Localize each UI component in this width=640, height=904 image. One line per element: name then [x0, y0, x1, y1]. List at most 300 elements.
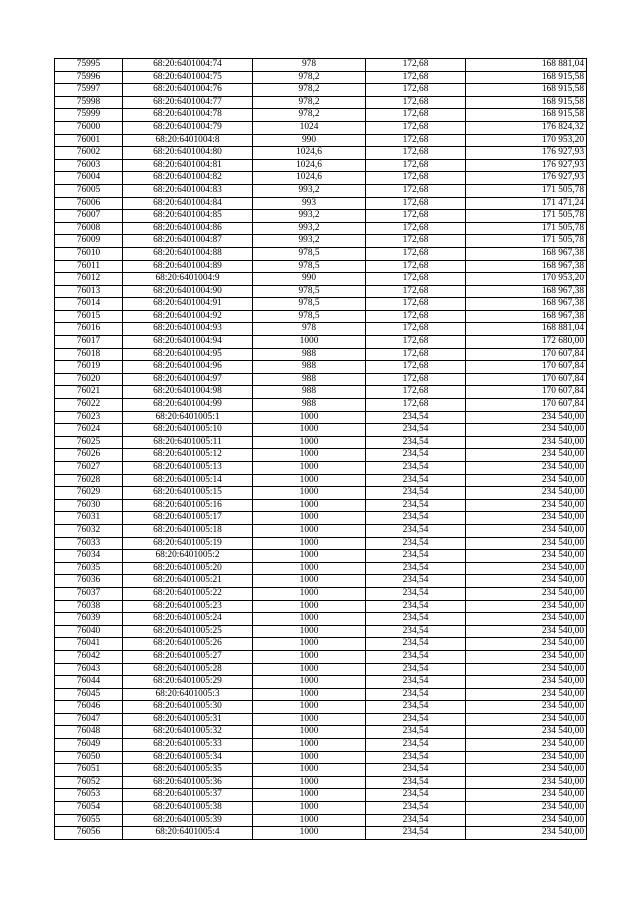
area-cell: 1000: [253, 462, 366, 475]
row-number-cell: 76052: [55, 776, 123, 789]
unit-value-cell: 172,68: [366, 247, 466, 260]
table-row: [55, 650, 587, 663]
row-number-cell: 75998: [55, 96, 123, 109]
table-row: [55, 537, 587, 550]
table-row: [55, 84, 587, 97]
table-row: [55, 587, 587, 600]
row-number-cell: 76035: [55, 562, 123, 575]
row-number-cell: 75995: [55, 59, 123, 72]
row-number-cell: 76040: [55, 625, 123, 638]
table-row: [55, 71, 587, 84]
table-row: [55, 147, 587, 160]
row-number-cell: 76005: [55, 184, 123, 197]
table-row: [55, 298, 587, 311]
cadastral-value-cell: 170 953,20: [466, 134, 587, 147]
area-cell: 1000: [253, 537, 366, 550]
area-cell: 978,2: [253, 84, 366, 97]
row-number-cell: 76006: [55, 197, 123, 210]
cadastral-number-cell: 68:20:6401005:1: [123, 411, 253, 424]
unit-value-cell: 234,54: [366, 625, 466, 638]
unit-value-cell: 234,54: [366, 474, 466, 487]
cadastral-number-cell: 68:20:6401005:24: [123, 613, 253, 626]
row-number-cell: 76008: [55, 222, 123, 235]
unit-value-cell: 234,54: [366, 650, 466, 663]
cadastral-value-cell: 234 540,00: [466, 449, 587, 462]
row-number-cell: 76025: [55, 436, 123, 449]
cadastral-value-cell: 234 540,00: [466, 814, 587, 827]
table-row: [55, 550, 587, 563]
row-number-cell: 76034: [55, 550, 123, 563]
row-number-cell: 76022: [55, 399, 123, 412]
unit-value-cell: 172,68: [366, 399, 466, 412]
area-cell: 1024,6: [253, 159, 366, 172]
cadastral-number-cell: 68:20:6401004:74: [123, 59, 253, 72]
cadastral-value-cell: 234 540,00: [466, 713, 587, 726]
cadastral-number-cell: 68:20:6401005:33: [123, 739, 253, 752]
cadastral-number-cell: 68:20:6401005:23: [123, 600, 253, 613]
unit-value-cell: 172,68: [366, 273, 466, 286]
area-cell: 1000: [253, 613, 366, 626]
cadastral-value-cell: 234 540,00: [466, 613, 587, 626]
unit-value-cell: 234,54: [366, 688, 466, 701]
cadastral-number-cell: 68:20:6401004:80: [123, 147, 253, 160]
table-row: [55, 638, 587, 651]
table-row: [55, 512, 587, 525]
table-row: [55, 676, 587, 689]
unit-value-cell: 234,54: [366, 411, 466, 424]
cadastral-number-cell: 68:20:6401004:92: [123, 310, 253, 323]
row-number-cell: 76004: [55, 172, 123, 185]
cadastral-value-cell: 168 967,38: [466, 260, 587, 273]
row-number-cell: 76001: [55, 134, 123, 147]
table-row: [55, 663, 587, 676]
cadastral-number-cell: 68:20:6401004:83: [123, 184, 253, 197]
table-row: [55, 134, 587, 147]
area-cell: 1024,6: [253, 147, 366, 160]
cadastral-number-cell: 68:20:6401004:9: [123, 273, 253, 286]
table-row: [55, 197, 587, 210]
table-row: [55, 260, 587, 273]
cadastral-value-cell: 168 967,38: [466, 285, 587, 298]
row-number-cell: 76042: [55, 650, 123, 663]
area-cell: 978,5: [253, 260, 366, 273]
area-cell: 993,2: [253, 222, 366, 235]
row-number-cell: 76053: [55, 789, 123, 802]
area-cell: 1000: [253, 701, 366, 714]
table-row: [55, 827, 587, 840]
row-number-cell: 76026: [55, 449, 123, 462]
unit-value-cell: 234,54: [366, 789, 466, 802]
table-row: [55, 273, 587, 286]
area-cell: 1000: [253, 424, 366, 437]
cadastral-value-cell: 171 505,78: [466, 235, 587, 248]
unit-value-cell: 234,54: [366, 550, 466, 563]
area-cell: 988: [253, 361, 366, 374]
unit-value-cell: 172,68: [366, 310, 466, 323]
area-cell: 990: [253, 134, 366, 147]
row-number-cell: 75996: [55, 71, 123, 84]
cadastral-number-cell: 68:20:6401004:79: [123, 121, 253, 134]
row-number-cell: 76038: [55, 600, 123, 613]
area-cell: 1000: [253, 524, 366, 537]
cadastral-value-table: [54, 58, 587, 840]
cadastral-number-cell: 68:20:6401004:77: [123, 96, 253, 109]
table-row: [55, 751, 587, 764]
cadastral-value-cell: 170 607,84: [466, 399, 587, 412]
unit-value-cell: 234,54: [366, 487, 466, 500]
cadastral-value-cell: 234 540,00: [466, 751, 587, 764]
row-number-cell: 76017: [55, 336, 123, 349]
area-cell: 1000: [253, 713, 366, 726]
cadastral-value-cell: 170 607,84: [466, 373, 587, 386]
unit-value-cell: 234,54: [366, 613, 466, 626]
row-number-cell: 76023: [55, 411, 123, 424]
area-cell: 1000: [253, 336, 366, 349]
table-row: [55, 600, 587, 613]
unit-value-cell: 234,54: [366, 512, 466, 525]
row-number-cell: 76011: [55, 260, 123, 273]
row-number-cell: 76041: [55, 638, 123, 651]
table-row: [55, 776, 587, 789]
area-cell: 978,2: [253, 71, 366, 84]
area-cell: 1000: [253, 487, 366, 500]
row-number-cell: 76043: [55, 663, 123, 676]
cadastral-number-cell: 68:20:6401004:8: [123, 134, 253, 147]
cadastral-value-cell: 234 540,00: [466, 512, 587, 525]
cadastral-value-cell: 176 927,93: [466, 172, 587, 185]
unit-value-cell: 234,54: [366, 600, 466, 613]
cadastral-number-cell: 68:20:6401005:21: [123, 575, 253, 588]
unit-value-cell: 172,68: [366, 134, 466, 147]
cadastral-number-cell: 68:20:6401005:19: [123, 537, 253, 550]
row-number-cell: 76031: [55, 512, 123, 525]
cadastral-value-cell: 234 540,00: [466, 537, 587, 550]
row-number-cell: 76048: [55, 726, 123, 739]
row-number-cell: 76024: [55, 424, 123, 437]
row-number-cell: 76027: [55, 462, 123, 475]
table-row: [55, 348, 587, 361]
table-row: [55, 310, 587, 323]
row-number-cell: 76012: [55, 273, 123, 286]
cadastral-number-cell: 68:20:6401005:15: [123, 487, 253, 500]
cadastral-value-cell: 168 915,58: [466, 71, 587, 84]
area-cell: 990: [253, 273, 366, 286]
table-row: [55, 172, 587, 185]
row-number-cell: 76033: [55, 537, 123, 550]
unit-value-cell: 234,54: [366, 424, 466, 437]
table-row: [55, 701, 587, 714]
area-cell: 1000: [253, 436, 366, 449]
cadastral-number-cell: 68:20:6401005:10: [123, 424, 253, 437]
row-number-cell: 76000: [55, 121, 123, 134]
table-row: [55, 789, 587, 802]
table-row: [55, 575, 587, 588]
cadastral-value-cell: 176 824,32: [466, 121, 587, 134]
unit-value-cell: 234,54: [366, 701, 466, 714]
table-row: [55, 449, 587, 462]
cadastral-number-cell: 68:20:6401005:25: [123, 625, 253, 638]
cadastral-number-cell: 68:20:6401005:2: [123, 550, 253, 563]
unit-value-cell: 172,68: [366, 184, 466, 197]
cadastral-value-cell: 168 881,04: [466, 59, 587, 72]
cadastral-value-cell: 234 540,00: [466, 638, 587, 651]
cadastral-value-cell: 171 505,78: [466, 184, 587, 197]
cadastral-number-cell: 68:20:6401005:27: [123, 650, 253, 663]
row-number-cell: 76029: [55, 487, 123, 500]
cadastral-number-cell: 68:20:6401004:78: [123, 109, 253, 122]
unit-value-cell: 172,68: [366, 386, 466, 399]
unit-value-cell: 172,68: [366, 71, 466, 84]
row-number-cell: 76032: [55, 524, 123, 537]
unit-value-cell: 172,68: [366, 121, 466, 134]
table-row: [55, 386, 587, 399]
row-number-cell: 76054: [55, 802, 123, 815]
unit-value-cell: 234,54: [366, 776, 466, 789]
cadastral-number-cell: 68:20:6401005:17: [123, 512, 253, 525]
unit-value-cell: 234,54: [366, 638, 466, 651]
cadastral-value-cell: 171 505,78: [466, 210, 587, 223]
table-row: [55, 235, 587, 248]
unit-value-cell: 234,54: [366, 676, 466, 689]
table-row: [55, 59, 587, 72]
cadastral-number-cell: 68:20:6401005:20: [123, 562, 253, 575]
cadastral-value-cell: 234 540,00: [466, 688, 587, 701]
area-cell: 1000: [253, 575, 366, 588]
unit-value-cell: 172,68: [366, 96, 466, 109]
table-row: [55, 436, 587, 449]
cadastral-value-cell: 168 881,04: [466, 323, 587, 336]
cadastral-value-cell: 170 607,84: [466, 361, 587, 374]
cadastral-value-cell: 168 967,38: [466, 247, 587, 260]
cadastral-value-cell: 234 540,00: [466, 436, 587, 449]
cadastral-value-cell: 234 540,00: [466, 587, 587, 600]
unit-value-cell: 234,54: [366, 663, 466, 676]
table-row: [55, 688, 587, 701]
unit-value-cell: 172,68: [366, 147, 466, 160]
unit-value-cell: 172,68: [366, 323, 466, 336]
unit-value-cell: 172,68: [366, 373, 466, 386]
table-row: [55, 222, 587, 235]
area-cell: 988: [253, 348, 366, 361]
area-cell: 993,2: [253, 235, 366, 248]
cadastral-number-cell: 68:20:6401004:91: [123, 298, 253, 311]
row-number-cell: 76045: [55, 688, 123, 701]
area-cell: 1000: [253, 663, 366, 676]
table-row: [55, 562, 587, 575]
row-number-cell: 76019: [55, 361, 123, 374]
cadastral-number-cell: 68:20:6401005:39: [123, 814, 253, 827]
cadastral-number-cell: 68:20:6401005:13: [123, 462, 253, 475]
row-number-cell: 76030: [55, 499, 123, 512]
cadastral-value-cell: 234 540,00: [466, 575, 587, 588]
unit-value-cell: 234,54: [366, 764, 466, 777]
area-cell: 978: [253, 323, 366, 336]
row-number-cell: 76049: [55, 739, 123, 752]
cadastral-number-cell: 68:20:6401004:99: [123, 399, 253, 412]
unit-value-cell: 172,68: [366, 348, 466, 361]
cadastral-number-cell: 68:20:6401004:88: [123, 247, 253, 260]
area-cell: 1000: [253, 411, 366, 424]
table-row: [55, 109, 587, 122]
row-number-cell: 76018: [55, 348, 123, 361]
cadastral-number-cell: 68:20:6401005:30: [123, 701, 253, 714]
table-row: [55, 361, 587, 374]
cadastral-value-cell: 170 607,84: [466, 348, 587, 361]
unit-value-cell: 172,68: [366, 361, 466, 374]
cadastral-number-cell: 68:20:6401004:75: [123, 71, 253, 84]
cadastral-value-cell: 234 540,00: [466, 625, 587, 638]
table-row: [55, 184, 587, 197]
table-row: [55, 625, 587, 638]
cadastral-value-cell: 176 927,93: [466, 147, 587, 160]
row-number-cell: 76007: [55, 210, 123, 223]
area-cell: 993,2: [253, 210, 366, 223]
table-row: [55, 424, 587, 437]
cadastral-value-cell: 234 540,00: [466, 499, 587, 512]
cadastral-value-cell: 234 540,00: [466, 462, 587, 475]
cadastral-value-cell: 234 540,00: [466, 600, 587, 613]
cadastral-value-cell: 234 540,00: [466, 411, 587, 424]
cadastral-value-cell: 234 540,00: [466, 562, 587, 575]
area-cell: 1024,6: [253, 172, 366, 185]
cadastral-value-cell: 234 540,00: [466, 701, 587, 714]
table-row: [55, 336, 587, 349]
row-number-cell: 76009: [55, 235, 123, 248]
cadastral-value-cell: 168 915,58: [466, 84, 587, 97]
area-cell: 978,2: [253, 96, 366, 109]
cadastral-number-cell: 68:20:6401005:11: [123, 436, 253, 449]
row-number-cell: 76003: [55, 159, 123, 172]
area-cell: 978: [253, 59, 366, 72]
cadastral-number-cell: 68:20:6401004:81: [123, 159, 253, 172]
area-cell: 1000: [253, 739, 366, 752]
row-number-cell: 76055: [55, 814, 123, 827]
table-row: [55, 373, 587, 386]
table-row: [55, 613, 587, 626]
area-cell: 1000: [253, 802, 366, 815]
area-cell: 978,5: [253, 310, 366, 323]
unit-value-cell: 234,54: [366, 713, 466, 726]
unit-value-cell: 234,54: [366, 462, 466, 475]
cadastral-value-cell: 168 915,58: [466, 96, 587, 109]
unit-value-cell: 234,54: [366, 575, 466, 588]
area-cell: 1000: [253, 600, 366, 613]
area-cell: 978,5: [253, 298, 366, 311]
cadastral-number-cell: 68:20:6401005:3: [123, 688, 253, 701]
table-row: [55, 159, 587, 172]
cadastral-value-cell: 172 680,00: [466, 336, 587, 349]
unit-value-cell: 234,54: [366, 751, 466, 764]
unit-value-cell: 234,54: [366, 587, 466, 600]
row-number-cell: 76039: [55, 613, 123, 626]
cadastral-number-cell: 68:20:6401005:16: [123, 499, 253, 512]
unit-value-cell: 234,54: [366, 499, 466, 512]
cadastral-value-cell: 234 540,00: [466, 726, 587, 739]
cadastral-number-cell: 68:20:6401004:96: [123, 361, 253, 374]
cadastral-number-cell: 68:20:6401005:38: [123, 802, 253, 815]
row-number-cell: 76014: [55, 298, 123, 311]
cadastral-value-cell: 234 540,00: [466, 676, 587, 689]
cadastral-value-cell: 176 927,93: [466, 159, 587, 172]
unit-value-cell: 172,68: [366, 159, 466, 172]
cadastral-value-cell: 234 540,00: [466, 474, 587, 487]
cadastral-number-cell: 68:20:6401005:36: [123, 776, 253, 789]
cadastral-number-cell: 68:20:6401004:82: [123, 172, 253, 185]
cadastral-value-cell: 168 967,38: [466, 298, 587, 311]
unit-value-cell: 234,54: [366, 436, 466, 449]
area-cell: 1000: [253, 789, 366, 802]
unit-value-cell: 172,68: [366, 285, 466, 298]
table-row: [55, 764, 587, 777]
table-row: [55, 399, 587, 412]
area-cell: 1000: [253, 499, 366, 512]
table-row: [55, 487, 587, 500]
unit-value-cell: 234,54: [366, 726, 466, 739]
cadastral-number-cell: 68:20:6401004:85: [123, 210, 253, 223]
row-number-cell: 75997: [55, 84, 123, 97]
unit-value-cell: 234,54: [366, 814, 466, 827]
unit-value-cell: 172,68: [366, 59, 466, 72]
cadastral-value-cell: 168 967,38: [466, 310, 587, 323]
unit-value-cell: 234,54: [366, 537, 466, 550]
cadastral-value-cell: 234 540,00: [466, 663, 587, 676]
cadastral-number-cell: 68:20:6401004:93: [123, 323, 253, 336]
row-number-cell: 76020: [55, 373, 123, 386]
table-row: [55, 96, 587, 109]
cadastral-value-cell: 168 915,58: [466, 109, 587, 122]
row-number-cell: 76013: [55, 285, 123, 298]
table-row: [55, 474, 587, 487]
cadastral-number-cell: 68:20:6401005:4: [123, 827, 253, 840]
cadastral-value-cell: 234 540,00: [466, 424, 587, 437]
cadastral-value-cell: 171 471,24: [466, 197, 587, 210]
area-cell: 978,5: [253, 247, 366, 260]
cadastral-value-cell: 234 540,00: [466, 487, 587, 500]
row-number-cell: 76010: [55, 247, 123, 260]
area-cell: 1000: [253, 638, 366, 651]
row-number-cell: 76051: [55, 764, 123, 777]
area-cell: 993,2: [253, 184, 366, 197]
cadastral-number-cell: 68:20:6401005:37: [123, 789, 253, 802]
area-cell: 1000: [253, 474, 366, 487]
cadastral-number-cell: 68:20:6401005:34: [123, 751, 253, 764]
cadastral-number-cell: 68:20:6401004:87: [123, 235, 253, 248]
cadastral-number-cell: 68:20:6401004:89: [123, 260, 253, 273]
cadastral-number-cell: 68:20:6401005:28: [123, 663, 253, 676]
row-number-cell: 76056: [55, 827, 123, 840]
area-cell: 1000: [253, 512, 366, 525]
row-number-cell: 76046: [55, 701, 123, 714]
cadastral-number-cell: 68:20:6401004:98: [123, 386, 253, 399]
unit-value-cell: 172,68: [366, 210, 466, 223]
cadastral-value-cell: 234 540,00: [466, 802, 587, 815]
table-row: [55, 285, 587, 298]
cadastral-value-cell: 234 540,00: [466, 524, 587, 537]
cadastral-number-cell: 68:20:6401004:84: [123, 197, 253, 210]
table-row: [55, 462, 587, 475]
cadastral-value-cell: 170 953,20: [466, 273, 587, 286]
table-row: [55, 802, 587, 815]
cadastral-number-cell: 68:20:6401004:86: [123, 222, 253, 235]
table-body: [55, 59, 587, 840]
cadastral-value-cell: 234 540,00: [466, 550, 587, 563]
cadastral-value-cell: 171 505,78: [466, 222, 587, 235]
unit-value-cell: 172,68: [366, 172, 466, 185]
cadastral-number-cell: 68:20:6401005:29: [123, 676, 253, 689]
area-cell: 1000: [253, 726, 366, 739]
cadastral-value-cell: 234 540,00: [466, 789, 587, 802]
table-row: [55, 524, 587, 537]
